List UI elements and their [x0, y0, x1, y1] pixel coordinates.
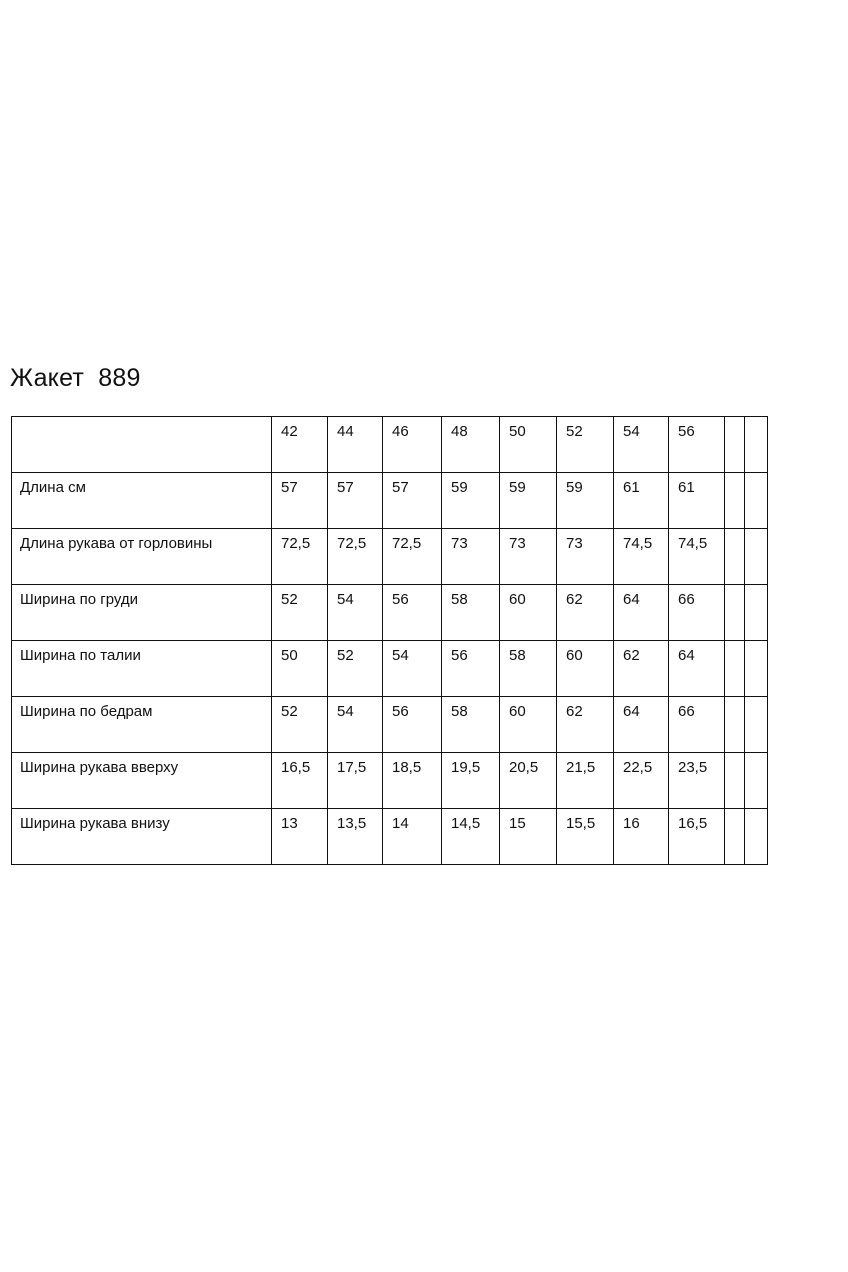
empty-cell — [745, 585, 768, 641]
measurement-value-cell: 16 — [614, 809, 669, 865]
measurement-value-cell: 73 — [442, 529, 500, 585]
measurement-value-cell: 58 — [500, 641, 557, 697]
size-header-cell: 46 — [383, 417, 442, 473]
measurement-value-cell: 59 — [442, 473, 500, 529]
measurement-value-cell: 13,5 — [328, 809, 383, 865]
measurement-value-cell: 64 — [614, 697, 669, 753]
table-row — [12, 697, 768, 753]
measurement-value-cell: 54 — [383, 641, 442, 697]
measurement-value-cell: 74,5 — [669, 529, 725, 585]
measurement-value-cell: 21,5 — [557, 753, 614, 809]
measurement-label-cell: Длина рукава от горловины — [12, 529, 272, 585]
measurement-value-cell: 16,5 — [272, 753, 328, 809]
table-row — [12, 809, 768, 865]
measurement-label-cell: Ширина по талии — [12, 641, 272, 697]
measurement-value-cell: 72,5 — [272, 529, 328, 585]
size-header-cell: 42 — [272, 417, 328, 473]
measurement-value-cell: 61 — [614, 473, 669, 529]
measurement-value-cell: 60 — [500, 697, 557, 753]
size-header-cell: 54 — [614, 417, 669, 473]
measurement-value-cell: 13 — [272, 809, 328, 865]
measurement-value-cell: 19,5 — [442, 753, 500, 809]
measurement-value-cell: 64 — [669, 641, 725, 697]
measurement-value-cell: 72,5 — [328, 529, 383, 585]
document-title: Жакет 889 — [10, 364, 141, 392]
measurement-value-cell: 60 — [557, 641, 614, 697]
measurement-value-cell: 23,5 — [669, 753, 725, 809]
measurement-value-cell: 64 — [614, 585, 669, 641]
measurement-value-cell: 62 — [614, 641, 669, 697]
empty-cell — [745, 473, 768, 529]
size-header-cell: 56 — [669, 417, 725, 473]
measurement-value-cell: 14,5 — [442, 809, 500, 865]
measurement-label-cell: Ширина рукава вверху — [12, 753, 272, 809]
measurement-value-cell: 74,5 — [614, 529, 669, 585]
size-header-cell: 52 — [557, 417, 614, 473]
measurement-value-cell: 52 — [272, 697, 328, 753]
measurement-value-cell: 54 — [328, 585, 383, 641]
measurement-value-cell: 57 — [272, 473, 328, 529]
table-row — [12, 585, 768, 641]
empty-cell — [745, 529, 768, 585]
measurement-value-cell: 52 — [328, 641, 383, 697]
measurement-label-cell: Ширина по бедрам — [12, 697, 272, 753]
measurement-value-cell: 58 — [442, 585, 500, 641]
empty-cell — [745, 641, 768, 697]
measurement-label-cell: Ширина рукава внизу — [12, 809, 272, 865]
measurement-value-cell: 62 — [557, 585, 614, 641]
measurement-value-cell: 73 — [557, 529, 614, 585]
measurement-value-cell: 60 — [500, 585, 557, 641]
size-header-cell: 50 — [500, 417, 557, 473]
empty-cell — [725, 585, 745, 641]
measurement-value-cell: 17,5 — [328, 753, 383, 809]
header-row — [12, 417, 768, 473]
empty-cell — [725, 809, 745, 865]
measurement-value-cell: 66 — [669, 697, 725, 753]
measurement-value-cell: 14 — [383, 809, 442, 865]
empty-cell — [725, 697, 745, 753]
size-chart-body — [12, 417, 768, 865]
measurement-value-cell: 56 — [383, 697, 442, 753]
measurement-value-cell: 57 — [383, 473, 442, 529]
measurement-value-cell: 62 — [557, 697, 614, 753]
measurement-label-cell: Длина см — [12, 473, 272, 529]
size-header-cell: 48 — [442, 417, 500, 473]
header-corner-cell — [12, 417, 272, 473]
measurement-value-cell: 50 — [272, 641, 328, 697]
measurement-value-cell: 66 — [669, 585, 725, 641]
measurement-value-cell: 54 — [328, 697, 383, 753]
measurement-value-cell: 72,5 — [383, 529, 442, 585]
measurement-value-cell: 15 — [500, 809, 557, 865]
measurement-value-cell: 20,5 — [500, 753, 557, 809]
measurement-value-cell: 22,5 — [614, 753, 669, 809]
measurement-label-cell: Ширина по груди — [12, 585, 272, 641]
size-chart-table — [11, 416, 768, 865]
empty-cell — [725, 641, 745, 697]
empty-cell — [725, 473, 745, 529]
measurement-value-cell: 58 — [442, 697, 500, 753]
table-row — [12, 753, 768, 809]
empty-cell — [745, 753, 768, 809]
measurement-value-cell: 56 — [383, 585, 442, 641]
size-header-cell: 44 — [328, 417, 383, 473]
measurement-value-cell: 59 — [557, 473, 614, 529]
empty-cell — [745, 697, 768, 753]
empty-cell — [745, 417, 768, 473]
measurement-value-cell: 18,5 — [383, 753, 442, 809]
measurement-value-cell: 15,5 — [557, 809, 614, 865]
empty-cell — [725, 529, 745, 585]
table-row — [12, 473, 768, 529]
measurement-value-cell: 61 — [669, 473, 725, 529]
measurement-value-cell: 59 — [500, 473, 557, 529]
measurement-value-cell: 52 — [272, 585, 328, 641]
table-row — [12, 529, 768, 585]
measurement-value-cell: 73 — [500, 529, 557, 585]
empty-cell — [725, 417, 745, 473]
empty-cell — [745, 809, 768, 865]
measurement-value-cell: 56 — [442, 641, 500, 697]
measurement-value-cell: 16,5 — [669, 809, 725, 865]
table-row — [12, 641, 768, 697]
measurement-value-cell: 57 — [328, 473, 383, 529]
empty-cell — [725, 753, 745, 809]
